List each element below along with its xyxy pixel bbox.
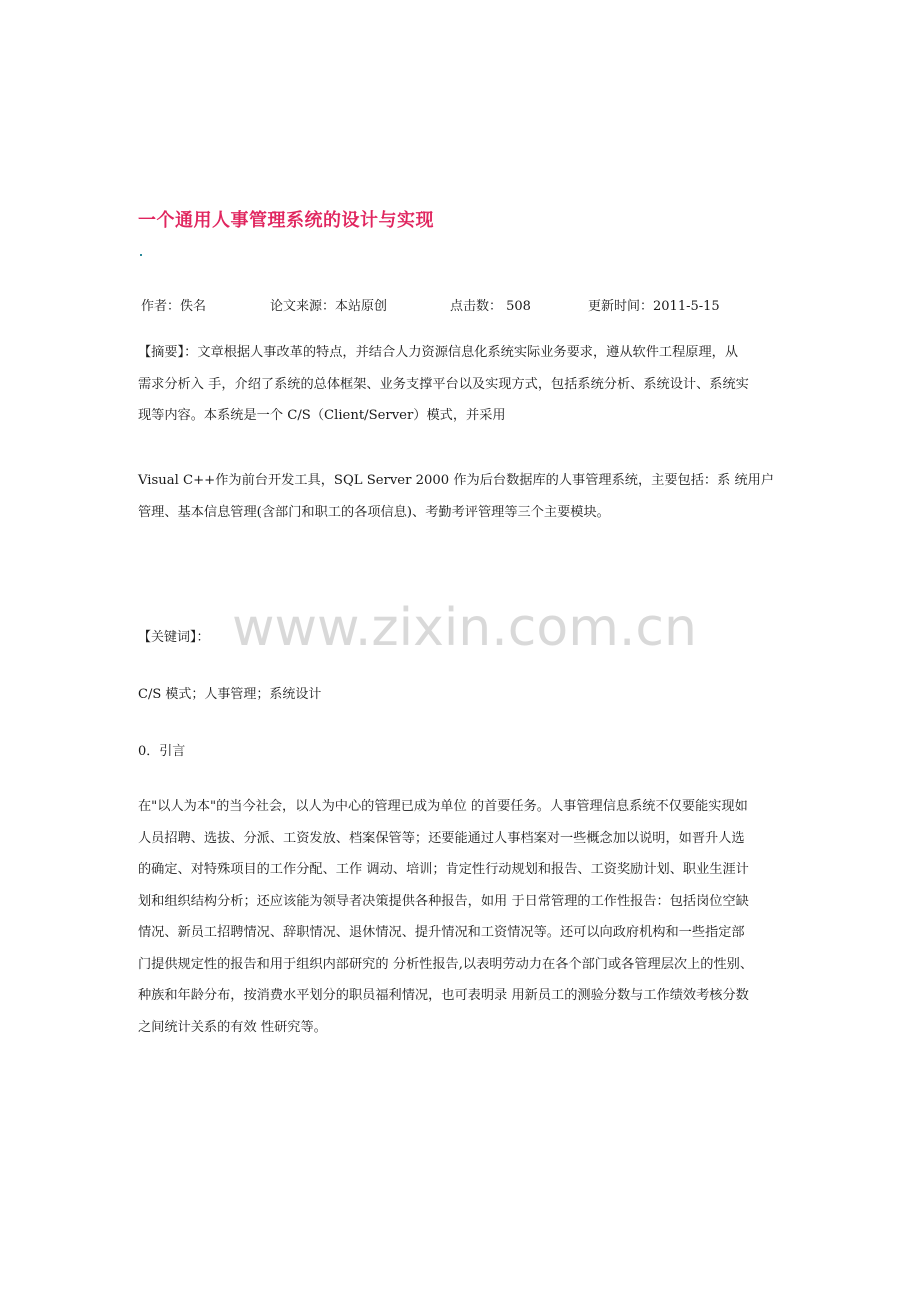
- intro-line: 人员招聘、选拔、分派、工资发放、档案保管等；还要能通过人事档案对一些概念加以说明，如晋升人选: [138, 830, 745, 846]
- intro-line: 的确定、对特殊项目的工作分配、工作 调动、培训；肯定性行动规划和报告、工资奖励计划、职业生涯计: [138, 862, 749, 877]
- abstract-line: 现等内容。本系统是一个 C/S（Client/Server）模式，并采用: [138, 408, 506, 423]
- meta-source: 论文来源：本站原创: [270, 299, 388, 314]
- section-heading: 0．引言: [138, 744, 186, 759]
- meta-author: 作者：佚名: [141, 299, 207, 314]
- intro-paragraph: [138, 791, 788, 1043]
- meta-clicks: 点击数： 508: [450, 299, 531, 314]
- abstract-paragraph: [138, 337, 788, 432]
- intro-line: 划和组织结构分析；还应该能为领导者决策提供各种报告，如用 于日常管理的工作性报告：包括岗位空缺: [138, 893, 749, 909]
- abstract-continued-paragraph: [138, 465, 788, 528]
- abstract-line: 管理、基本信息管理(含部门和职工的各项信息)、考勤考评管理等三个主要模块。: [138, 504, 610, 520]
- intro-line: 种族和年龄分布，按消费水平划分的职员福利情况，也可表明录 用新员工的测验分数与工作绩效考核分数: [138, 988, 749, 1003]
- decorative-dot: [140, 254, 142, 256]
- keywords-label: 【关键词】：: [138, 630, 210, 645]
- keywords-list: C/S 模式；人事管理；系统设计: [138, 687, 322, 702]
- meta-updated: 更新时间：2011-5-15: [588, 299, 720, 314]
- watermark: www.zixin.com.cn: [232, 598, 697, 658]
- abstract-line: 【摘要】：文章根据人事改革的特点，并结合人力资源信息化系统实际业务要求，遵从软件工程原理，从: [138, 345, 739, 360]
- intro-line: 之间统计关系的有效 性研究等。: [138, 1019, 327, 1035]
- abstract-line: Visual C++作为前台开发工具，SQL Server 2000 作为后台数据库的人事管理系统，主要包括：系 统用户: [138, 473, 775, 488]
- intro-line: 在"以人为本"的当今社会，以人为中心的管理已成为单位 的首要任务。人事管理信息系统不仅要能实现如: [138, 799, 748, 814]
- intro-line: 门提供规定性的报告和用于组织内部研究的 分析性报告,以表明劳动力在各个部门或各管理层次上的性别、: [138, 956, 754, 972]
- intro-line: 情况、新员工招聘情况、辞职情况、退休情况、提升情况和工资情况等。还可以向政府机构和一些指定部: [138, 925, 745, 940]
- article-title: 一个通用人事管理系统的设计与实现: [138, 210, 434, 231]
- abstract-line: 需求分析入 手，介绍了系统的总体框架、业务支撑平台以及实现方式，包括系统分析、系统设计、系统实: [138, 376, 749, 392]
